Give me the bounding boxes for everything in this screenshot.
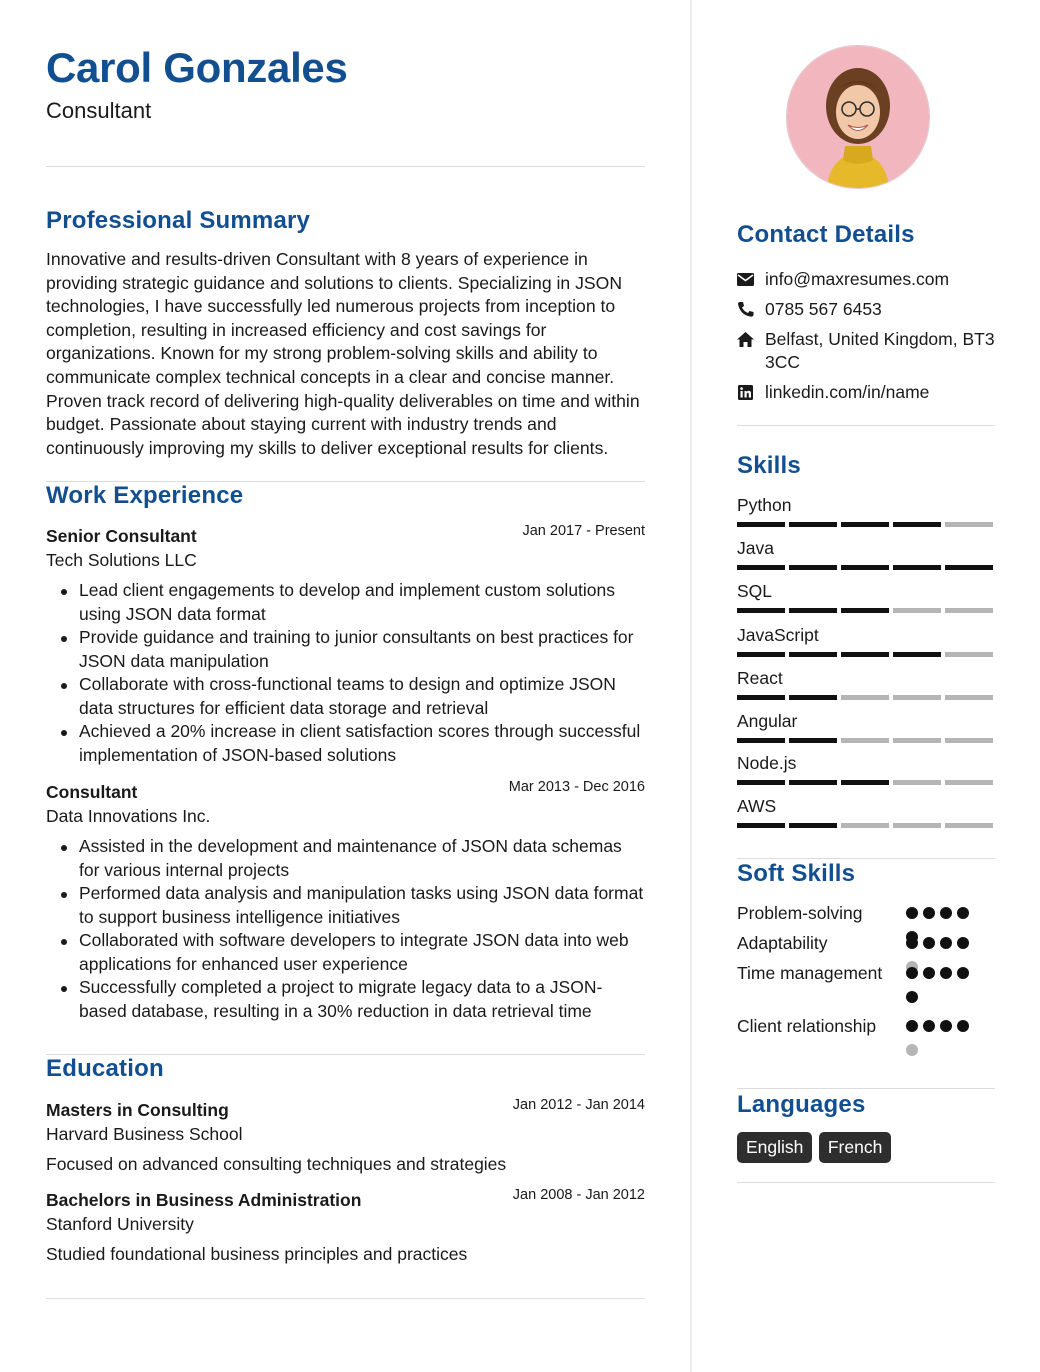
skill-segment-filled xyxy=(737,565,785,570)
skill-segment-filled xyxy=(737,780,785,785)
rating-dot-filled xyxy=(940,937,952,949)
skill-level-bar xyxy=(737,738,993,743)
avatar xyxy=(786,45,930,189)
summary-text: Innovative and results-driven Consultant with 8 years of experience in providing strategic guidance and solutions to clients. Specializing in JSON technologies, I have successfully led numerous projects from inception to completion, resulting in increased efficiency and cost savings for organizations. Known for my strong problem-solving skills and ability to communicate complex technical concepts in a clear and concise manner. Proven track record of delivering high-quality deliverables on time and within budget. Passionate about staying current with industry trends and continuously improving my skills to deliver exceptional results for clients. xyxy=(46,249,640,458)
skill-item xyxy=(737,710,995,732)
bullet-item xyxy=(46,929,645,976)
skill-name: Python xyxy=(737,495,792,515)
soft-skill-name: Adaptability xyxy=(737,933,828,953)
bullet-icon xyxy=(61,845,67,851)
skill-segment-filled xyxy=(737,608,785,613)
skill-name: SQL xyxy=(737,581,773,601)
bullet-icon xyxy=(61,939,67,945)
skill-level-bar xyxy=(737,565,993,570)
bullet-text: Performed data analysis and manipulation tasks using JSON data format to support business intelligence initiatives xyxy=(79,883,644,927)
skill-segment-empty xyxy=(945,608,993,613)
linkedin-text: linkedin.com/in/name xyxy=(765,382,930,402)
school: Stanford University xyxy=(46,1214,194,1234)
skill-segment-filled xyxy=(789,780,837,785)
education-heading: Education xyxy=(46,1055,164,1082)
soft-skills-heading: Soft Skills xyxy=(737,860,856,887)
divider xyxy=(737,1182,995,1183)
portrait-image xyxy=(787,46,929,188)
skill-segment-empty xyxy=(893,608,941,613)
skill-segment-empty xyxy=(945,738,993,743)
address-text: Belfast, United Kingdom, BT3 3CC xyxy=(765,329,995,372)
skill-segment-filled xyxy=(789,738,837,743)
rating-dot-filled xyxy=(957,907,969,919)
experience-heading: Work Experience xyxy=(46,482,244,509)
skill-name: JavaScript xyxy=(737,625,819,645)
home-icon xyxy=(737,332,754,347)
skill-item xyxy=(737,580,995,602)
skill-segment-empty xyxy=(893,823,941,828)
skill-segment-filled xyxy=(789,652,837,657)
job-dates: Mar 2013 - Dec 2016 xyxy=(508,779,645,795)
email-text: info@maxresumes.com xyxy=(765,269,950,289)
education-description: Studied foundational business principles and practices xyxy=(46,1244,468,1264)
bullet-item xyxy=(46,673,645,720)
skill-segment-filled xyxy=(841,565,889,570)
skill-item xyxy=(737,624,995,646)
phone-icon xyxy=(737,302,754,317)
bullet-text: Assisted in the development and maintenance of JSON data schemas for various internal projects xyxy=(79,836,622,880)
skill-name: Node.js xyxy=(737,753,797,773)
skill-name: React xyxy=(737,668,783,688)
divider xyxy=(737,425,995,426)
candidate-title: Consultant xyxy=(46,98,152,123)
job-title: Senior Consultant xyxy=(46,526,197,546)
languages-heading: Languages xyxy=(737,1091,866,1118)
rating-dot-filled xyxy=(906,1020,918,1032)
skill-segment-filled xyxy=(841,652,889,657)
skill-segment-filled xyxy=(789,565,837,570)
skill-segment-filled xyxy=(945,565,993,570)
skill-segment-filled xyxy=(737,738,785,743)
job-entry xyxy=(46,779,645,1023)
soft-skill-rating xyxy=(906,967,986,1011)
skill-name: Angular xyxy=(737,711,798,731)
divider xyxy=(737,858,995,859)
skill-name: AWS xyxy=(737,796,777,816)
languages-list xyxy=(737,1132,893,1163)
bullet-item xyxy=(46,579,645,626)
rating-dot-filled xyxy=(906,937,918,949)
education-entry xyxy=(46,1187,645,1266)
language-badge: English xyxy=(737,1132,812,1163)
skill-segment-empty xyxy=(945,695,993,700)
skill-segment-empty xyxy=(945,780,993,785)
bullet-icon xyxy=(61,636,67,642)
rating-dot-filled xyxy=(957,937,969,949)
skill-segment-filled xyxy=(893,522,941,527)
skill-level-bar xyxy=(737,823,993,828)
degree: Masters in Consulting xyxy=(46,1100,229,1120)
bullet-item xyxy=(46,882,645,929)
rating-dot-filled xyxy=(940,907,952,919)
bullet-text: Collaborate with cross-functional teams to design and optimize JSON data structures for efficient data storage and retrieval xyxy=(79,674,616,718)
skill-level-bar xyxy=(737,652,993,657)
bullet-icon xyxy=(61,683,67,689)
skill-segment-empty xyxy=(893,738,941,743)
soft-skill-name: Client relationship xyxy=(737,1016,877,1036)
school: Harvard Business School xyxy=(46,1124,243,1144)
bullet-item xyxy=(46,626,645,673)
skill-name: Java xyxy=(737,538,774,558)
language-badge: French xyxy=(819,1132,891,1163)
envelope-icon xyxy=(737,272,754,287)
skill-level-bar xyxy=(737,522,993,527)
rating-dot-empty xyxy=(906,1044,918,1056)
phone-text: 0785 567 6453 xyxy=(765,299,882,319)
column-divider xyxy=(690,0,692,1372)
rating-dot-filled xyxy=(940,967,952,979)
education-entry xyxy=(46,1097,645,1176)
degree: Bachelors in Business Administration xyxy=(46,1190,362,1210)
soft-skill-rating xyxy=(906,1020,986,1064)
skill-segment-empty xyxy=(945,522,993,527)
job-bullets xyxy=(46,579,645,767)
soft-skill-name: Time management xyxy=(737,963,883,983)
education-dates: Jan 2008 - Jan 2012 xyxy=(512,1187,645,1203)
job-entry xyxy=(46,523,645,767)
job-company: Tech Solutions LLC xyxy=(46,550,197,570)
skill-segment-empty xyxy=(945,652,993,657)
skill-level-bar xyxy=(737,695,993,700)
bullet-icon xyxy=(61,589,67,595)
skill-item xyxy=(737,667,995,689)
summary-heading: Professional Summary xyxy=(46,207,311,234)
skill-segment-empty xyxy=(893,780,941,785)
skill-segment-filled xyxy=(789,823,837,828)
bullet-item xyxy=(46,835,645,882)
education-dates: Jan 2012 - Jan 2014 xyxy=(512,1097,645,1113)
skill-segment-filled xyxy=(841,608,889,613)
skill-segment-filled xyxy=(737,695,785,700)
bullet-icon xyxy=(61,986,67,992)
bullet-item xyxy=(46,720,645,767)
skill-segment-filled xyxy=(841,522,889,527)
rating-dot-filled xyxy=(957,1020,969,1032)
skill-segment-filled xyxy=(841,780,889,785)
divider xyxy=(46,166,645,167)
bullet-text: Lead client engagements to develop and implement custom solutions using JSON data format xyxy=(79,580,616,624)
skill-segment-filled xyxy=(789,522,837,527)
skill-item xyxy=(737,494,995,516)
rating-dot-filled xyxy=(906,967,918,979)
skill-segment-empty xyxy=(945,823,993,828)
job-bullets xyxy=(46,835,645,1023)
skill-level-bar xyxy=(737,780,993,785)
rating-dot-filled xyxy=(906,907,918,919)
skill-segment-empty xyxy=(841,738,889,743)
skills-heading: Skills xyxy=(737,452,801,479)
skill-level-bar xyxy=(737,608,993,613)
skill-segment-filled xyxy=(737,652,785,657)
skill-item xyxy=(737,752,995,774)
bullet-text: Achieved a 20% increase in client satisfaction scores through successful implementation of JSON-based solutions xyxy=(79,721,641,765)
soft-skill-name: Problem-solving xyxy=(737,903,863,923)
skill-segment-filled xyxy=(737,823,785,828)
skill-segment-empty xyxy=(893,695,941,700)
candidate-name: Carol Gonzales xyxy=(46,44,348,91)
skill-segment-filled xyxy=(893,652,941,657)
skill-segment-filled xyxy=(789,695,837,700)
skill-item xyxy=(737,795,995,817)
skill-segment-filled xyxy=(893,565,941,570)
rating-dot-filled xyxy=(923,967,935,979)
skill-segment-filled xyxy=(789,608,837,613)
job-company: Data Innovations Inc. xyxy=(46,806,211,826)
rating-dot-filled xyxy=(923,937,935,949)
job-dates: Jan 2017 - Present xyxy=(522,523,645,539)
bullet-text: Collaborated with software developers to integrate JSON data into web applications for enhanced user experience xyxy=(79,930,629,974)
education-description: Focused on advanced consulting techniques and strategies xyxy=(46,1154,507,1174)
rating-dot-filled xyxy=(957,967,969,979)
bullet-icon xyxy=(61,730,67,736)
rating-dot-filled xyxy=(906,991,918,1003)
skill-item xyxy=(737,537,995,559)
divider xyxy=(737,1088,995,1089)
divider xyxy=(46,1298,645,1299)
bullet-text: Provide guidance and training to junior consultants on best practices for JSON data manipulation xyxy=(79,627,634,671)
skill-segment-empty xyxy=(841,695,889,700)
rating-dot-filled xyxy=(940,1020,952,1032)
rating-dot-filled xyxy=(923,1020,935,1032)
skill-segment-empty xyxy=(841,823,889,828)
rating-dot-filled xyxy=(923,907,935,919)
skill-segment-filled xyxy=(737,522,785,527)
contact-heading: Contact Details xyxy=(737,221,915,248)
bullet-item xyxy=(46,976,645,1023)
bullet-text: Successfully completed a project to migrate legacy data to a JSON-based database, resulting in a 30% reduction in data retrieval time xyxy=(79,977,603,1021)
job-title: Consultant xyxy=(46,782,138,802)
linkedin-icon xyxy=(737,385,754,400)
bullet-icon xyxy=(61,892,67,898)
